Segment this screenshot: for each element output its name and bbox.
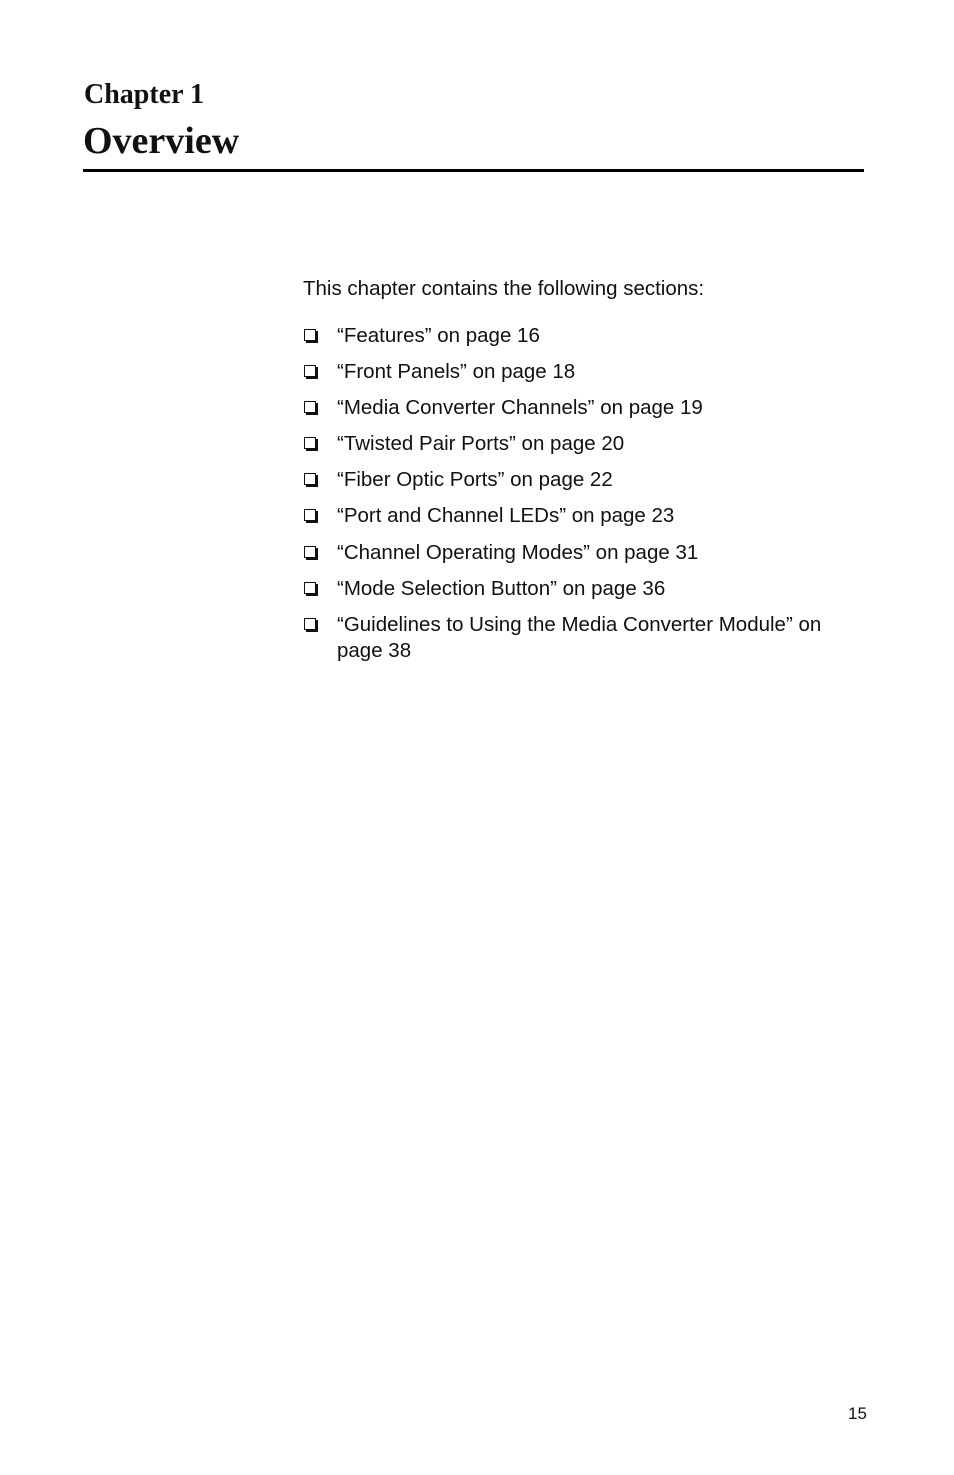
- list-item: [303, 359, 863, 386]
- section-list: [303, 323, 863, 674]
- list-item: [303, 612, 863, 665]
- list-item: [303, 576, 863, 603]
- intro-text: This chapter contains the following sections:: [303, 277, 705, 300]
- section-link[interactable]: “Mode Selection Button” on page 36: [337, 576, 666, 600]
- section-link[interactable]: “Features” on page 16: [337, 324, 540, 347]
- section-link[interactable]: “Guidelines to Using the Media Converter Module” on page 38: [337, 612, 822, 663]
- section-link[interactable]: “Port and Channel LEDs” on page 23: [337, 504, 675, 528]
- chapter-title: Overview: [83, 120, 240, 162]
- list-item: [303, 395, 863, 422]
- checkbox-icon: [304, 546, 316, 558]
- list-item: [303, 431, 863, 458]
- checkbox-icon: [304, 437, 316, 449]
- section-link[interactable]: “Fiber Optic Ports” on page 22: [337, 468, 613, 492]
- checkbox-icon: [304, 509, 316, 521]
- section-link[interactable]: “Front Panels” on page 18: [337, 360, 576, 384]
- checkbox-icon: [304, 401, 316, 413]
- checkbox-icon: [304, 618, 316, 630]
- section-link[interactable]: “Media Converter Channels” on page 19: [337, 396, 703, 420]
- checkbox-icon: [304, 329, 316, 341]
- checkbox-icon: [304, 365, 316, 377]
- chapter-label: Chapter 1: [84, 79, 205, 110]
- list-item: [303, 323, 863, 350]
- list-item: [303, 540, 863, 567]
- section-link[interactable]: “Channel Operating Modes” on page 31: [337, 540, 699, 564]
- checkbox-icon: [304, 473, 316, 485]
- list-item: [303, 503, 863, 530]
- section-link[interactable]: “Twisted Pair Ports” on page 20: [337, 432, 625, 456]
- page-number: 15: [848, 1404, 867, 1423]
- list-item: [303, 467, 863, 494]
- title-divider: [83, 169, 864, 172]
- checkbox-icon: [304, 582, 316, 594]
